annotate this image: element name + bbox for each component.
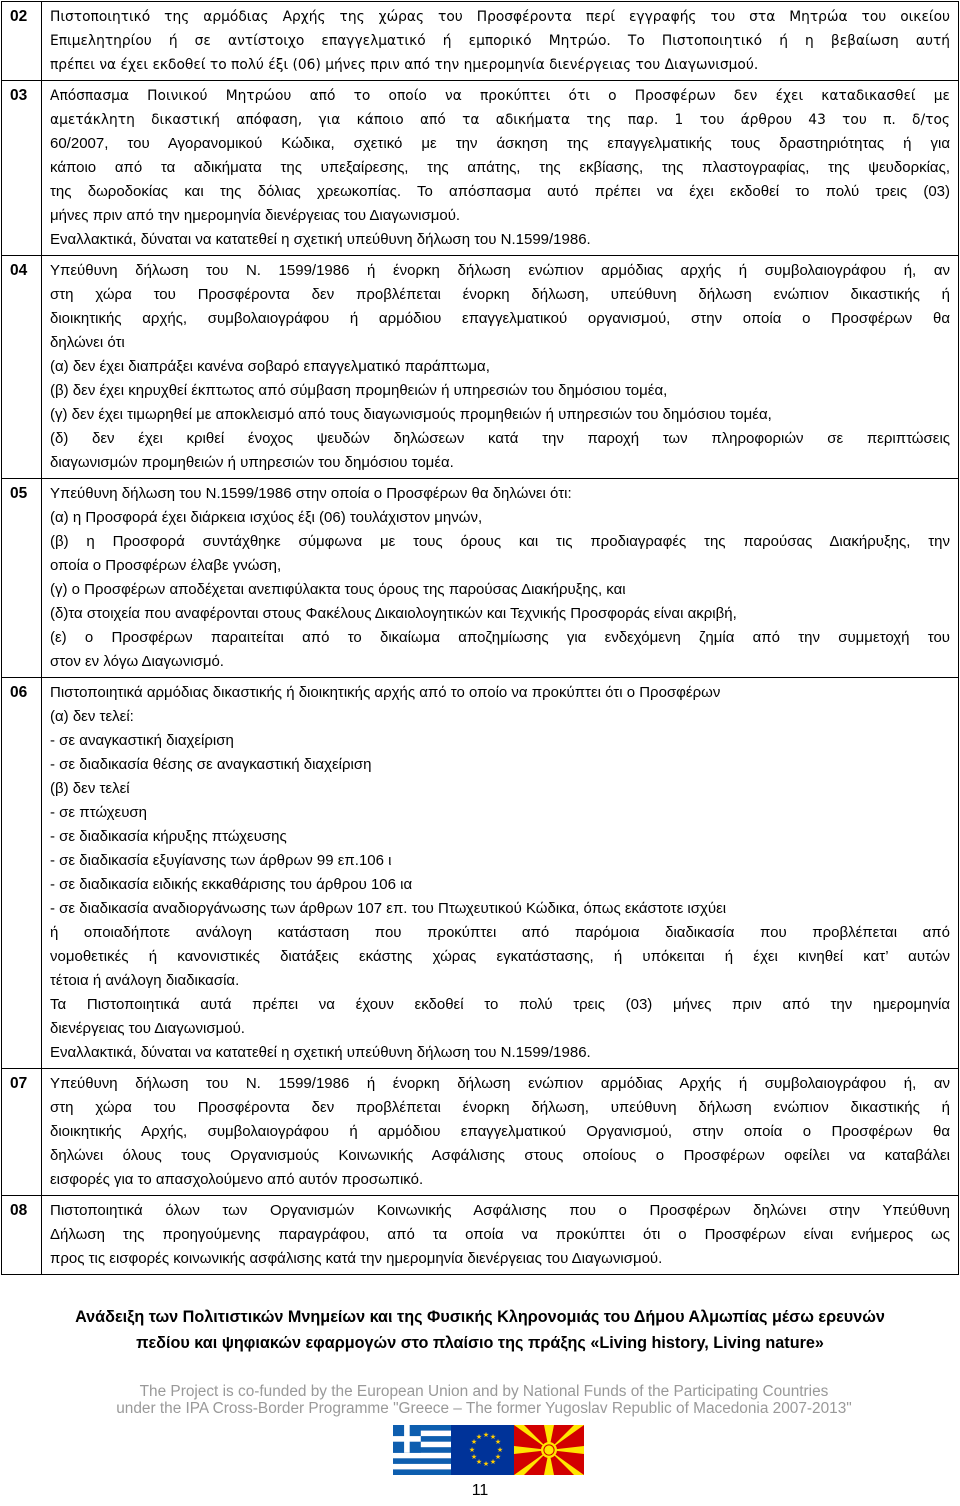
item-line: Υπεύθυνη δήλωση του Ν.1599/1986 στην οποία ο Προσφέρων θα δηλώνει ότι: bbox=[50, 485, 572, 502]
svg-text:★: ★ bbox=[468, 1446, 476, 1454]
item-line: στη χώρα του Προσφέροντα δεν προβλέπεται ένορκη δήλωση, υπεύθυνη δήλωση ενώπιον δικαστικής ή bbox=[50, 1099, 950, 1116]
table-row bbox=[2, 256, 959, 479]
item-line: (β) δεν έχει κηρυχθεί έκπτωτος από σύμβαση προμηθειών ή υπηρεσιών του δημόσιου τομέα, bbox=[50, 382, 668, 399]
item-text bbox=[42, 2, 959, 81]
item-line: Πιστοποιητικό της αρμόδιας Αρχής της χώρας του Προσφέροντα περί εγγραφής του στα Μητρώα του οικείου bbox=[50, 9, 950, 25]
item-line: διοικητικής αρχής, συμβολαιογράφου ή αρμόδιου επαγγελματικού οργανισμού, στην οποία ο Προσφέρων θα bbox=[50, 310, 950, 327]
item-number: 07 bbox=[2, 1069, 42, 1196]
item-line: διοικητικής Αρχής, συμβολαιογράφου ή αρμόδιου επαγγελματικού Οργανισμού, στην οποία ο Προσφέρων θα bbox=[50, 1123, 950, 1140]
item-line: εισφορές για το απασχολούμενο από αυτόν προσωπικό. bbox=[50, 1171, 424, 1188]
item-line: Απόσπασμα Ποινικού Μητρώου από το οποίο να προκύπτει ότι ο Προσφέρων δεν έχει καταδικασθεί με bbox=[50, 88, 950, 104]
item-line: στον εν λόγω Διαγωνισμό. bbox=[50, 653, 224, 670]
item-line: - σε αναγκαστική διαχείριση bbox=[50, 732, 234, 749]
item-line: Υπεύθυνη δήλωση του Ν. 1599/1986 ή ένορκη δήλωση ενώπιον αρμόδιας Αρχής ή συμβολαιογράφου ή, αν bbox=[50, 1075, 950, 1092]
funding-banner-line: under the IPA Cross-Border Programme "Greece – The former Yugoslav Republic of Macedonia 2007-2013" bbox=[116, 1400, 852, 1417]
table-row bbox=[2, 1196, 959, 1275]
table-row bbox=[2, 2, 959, 81]
item-line: δηλώνει ότι bbox=[50, 334, 125, 351]
svg-text:★: ★ bbox=[494, 1453, 502, 1461]
item-line: διαγωνισμών προμηθειών ή υπηρεσιών του δημόσιου τομέα. bbox=[50, 454, 454, 471]
item-line: Εναλλακτικά, δύναται να κατατεθεί η σχετική υπεύθυνη δήλωση του Ν.1599/1986. bbox=[50, 231, 591, 248]
item-line: Τα Πιστοποιητικά αυτά πρέπει να έχουν εκδοθεί το πολύ τρεις (03) μήνες πριν από την ημερομηνία bbox=[50, 996, 950, 1013]
svg-text:★: ★ bbox=[482, 1460, 490, 1468]
svg-text:★: ★ bbox=[496, 1446, 504, 1454]
item-line: αμετάκλητη δικαστική απόφαση, για κάποιο από τα αδικήματα της παρ. 1 του άρθρου 43 του π. δ/τος bbox=[50, 112, 950, 128]
item-number: 08 bbox=[2, 1196, 42, 1275]
item-text bbox=[42, 256, 959, 479]
svg-text:★: ★ bbox=[494, 1438, 502, 1446]
item-line: - σε διαδικασία ειδικής εκκαθάρισης του άρθρου 106 ια bbox=[50, 876, 413, 893]
flags-row bbox=[0, 1425, 960, 1475]
item-line: - σε διαδικασία κήρυξης πτώχευσης bbox=[50, 828, 287, 845]
item-line: προς τις εισφορές κοινωνικής ασφάλισης κατά την ημερομηνία διενέργειας του Διαγωνισμού. bbox=[50, 1250, 663, 1267]
item-line: δηλώνει όλους τους Οργανισμούς Κοινωνικής Ασφάλισης στους οποίους ο Προσφέρων οφείλει να καταβάλει bbox=[50, 1147, 950, 1164]
item-line: - σε διαδικασία θέσης σε αναγκαστική διαχείριση bbox=[50, 756, 372, 773]
item-number: 04 bbox=[2, 256, 42, 479]
item-line: Πιστοποιητικά αρμόδιας δικαστικής ή διοικητικής αρχής από το οποίο να προκύπτει ότι ο Προσφέρων bbox=[50, 684, 721, 701]
item-line: (α) δεν τελεί: bbox=[50, 708, 134, 725]
item-line: Πιστοποιητικά όλων των Οργανισμών Κοινωνικής Ασφάλισης που ο Προσφέρων δηλώνει στην Υπεύθυνη bbox=[50, 1202, 950, 1219]
item-line: 60/2007, του Αγορανομικού Κώδικα, σχετικό με την άσκηση της επαγγελματικής τους δραστηριότητας ή για bbox=[50, 135, 950, 152]
svg-text:★: ★ bbox=[475, 1433, 483, 1441]
item-line: (ε) ο Προσφέρων παραιτείται από το δικαίωμα αποζημίωσης για ενδεχόμενη ζημία από την συμμετοχή του bbox=[50, 629, 950, 646]
item-line: (α) η Προσφορά έχει διάρκεια ισχύος έξι (06) τουλάχιστον μηνών, bbox=[50, 509, 483, 526]
item-line: - σε πτώχευση bbox=[50, 804, 148, 821]
item-line: (γ) ο Προσφέρων αποδέχεται ανεπιφύλακτα τους όρους της παρούσας Διακήρυξης, και bbox=[50, 581, 626, 598]
item-text bbox=[42, 1069, 959, 1196]
item-text bbox=[42, 81, 959, 256]
svg-text:★: ★ bbox=[489, 1433, 497, 1441]
table-row bbox=[2, 81, 959, 256]
item-line: διενέργειας του Διαγωνισμού. bbox=[50, 1020, 245, 1037]
item-number: 06 bbox=[2, 678, 42, 1069]
funding-banner bbox=[84, 1383, 884, 1417]
macedonia-flag-icon bbox=[514, 1425, 584, 1475]
table-row bbox=[2, 479, 959, 678]
table-row bbox=[2, 1069, 959, 1196]
item-line: οποία ο Προσφέρων έλαβε γνώση, bbox=[50, 557, 282, 574]
svg-text:★: ★ bbox=[482, 1431, 490, 1439]
item-line: μήνες πριν από την ημερομηνία διενέργειας του Διαγωνισμού. bbox=[50, 207, 461, 224]
table-row bbox=[2, 678, 959, 1069]
item-line: της δωροδοκίας και της δόλιας χρεωκοπίας. Το απόσπασμα αυτό πρέπει να έχει εκδοθεί το πολύ τρεις (03) bbox=[50, 183, 950, 200]
item-line: - σε διαδικασία αναδιοργάνωσης των άρθρων 107 επ. του Πτωχευτικού Κώδικα, όπως εκάστοτε ισχύει bbox=[50, 900, 727, 917]
item-line: πρέπει να έχει εκδοθεί το πολύ έξι (06) μήνες πριν από την ημερομηνία διενέργειας του Διαγωνισμού. bbox=[50, 57, 759, 73]
item-line: κάποιο από τα αδικήματα της υπεξαίρεσης, της απάτης, της εκβίασης, της πλαστογραφίας, της ψευδορκίας, bbox=[50, 159, 950, 176]
item-line: ή οποιαδήποτε ανάλογη κατάσταση που προκύπτει από παρόμοια διαδικασία που προβλέπεται από bbox=[50, 924, 950, 941]
item-text bbox=[42, 479, 959, 678]
item-line: (γ) δεν έχει τιμωρηθεί με αποκλεισμό από τους διαγωνισμούς προμηθειών ή υπηρεσιών του δημόσιου τομέα, bbox=[50, 406, 772, 423]
item-line: (δ) δεν έχει κριθεί ένοχος ψευδών δηλώσεων κατά την παροχή των πληροφοριών σε περιπτώσεις bbox=[50, 430, 950, 447]
item-line: Επιμελητηρίου ή σε αντίστοιχο επαγγελματικό ή εμπορικό Μητρώο. Το Πιστοποιητικό ή η βεβαίωση αυτή bbox=[50, 33, 950, 49]
item-number: 03 bbox=[2, 81, 42, 256]
project-title: Ανάδειξη των Πολιτιστικών Μνημείων και της Φυσικής Κληρονομιάς του Δήμου Αλμωπίας μέσω ερευνών πεδίου και ψηφιακών εφαρμογών στο πλαίσιο της πράξης «Living history, Living nature» bbox=[75, 1308, 885, 1352]
item-text bbox=[42, 1196, 959, 1275]
item-line: στη χώρα του Προσφέροντα δεν προβλέπεται ένορκη δήλωση, υπεύθυνη δήλωση ενώπιον δικαστικής ή bbox=[50, 286, 950, 303]
item-line: (α) δεν έχει διαπράξει κανένα σοβαρό επαγγελματικό παράπτωμα, bbox=[50, 358, 490, 375]
item-line: (β) δεν τελεί bbox=[50, 780, 130, 797]
item-number: 05 bbox=[2, 479, 42, 678]
item-line: νομοθετικές ή κανονιστικές διατάξεις εκάστης χώρας εγκατάστασης, ή υπόκειται ή έχει κινηθεί κατ’ αυτών bbox=[50, 948, 950, 965]
item-number: 02 bbox=[2, 2, 42, 81]
item-line: τέτοια ή ανάλογη διαδικασία. bbox=[50, 972, 240, 989]
svg-text:★: ★ bbox=[470, 1438, 478, 1446]
item-text bbox=[42, 678, 959, 1069]
item-line: Δήλωση της προηγούμενης παραγράφου, από τα οποία να προκύπτει ότι ο Προσφέρων είναι ενήμερος ως bbox=[50, 1226, 950, 1243]
page-number: 11 bbox=[471, 1482, 489, 1499]
item-line: Εναλλακτικά, δύναται να κατατεθεί η σχετική υπεύθυνη δήλωση του Ν.1599/1986. bbox=[50, 1044, 591, 1061]
svg-text:★: ★ bbox=[475, 1458, 483, 1466]
funding-banner-line: The Project is co-funded by the European Union and by National Funds of the Participating Countries bbox=[139, 1383, 829, 1400]
item-line: (β) η Προσφορά συντάχθηκε σύμφωνα με τους όρους και τις προδιαγραφές της παρούσας Διακήρυξης, την bbox=[50, 533, 950, 550]
requirements-table bbox=[1, 1, 959, 1275]
eu-flag-icon bbox=[451, 1425, 521, 1475]
item-line: Υπεύθυνη δήλωση του Ν. 1599/1986 ή ένορκη δήλωση ενώπιον αρμόδιας αρχής ή συμβολαιογράφου ή, αν bbox=[50, 262, 950, 279]
item-line: - σε διαδικασία εξυγίανσης των άρθρων 99 επ.106 ι bbox=[50, 852, 392, 869]
item-line: (δ)τα στοιχεία που αναφέρονται στους Φακέλους Δικαιολογητικών και Τεχνικής Προσφοράς είναι ακριβή, bbox=[50, 605, 737, 622]
svg-text:★: ★ bbox=[489, 1458, 497, 1466]
svg-text:★: ★ bbox=[470, 1453, 478, 1461]
